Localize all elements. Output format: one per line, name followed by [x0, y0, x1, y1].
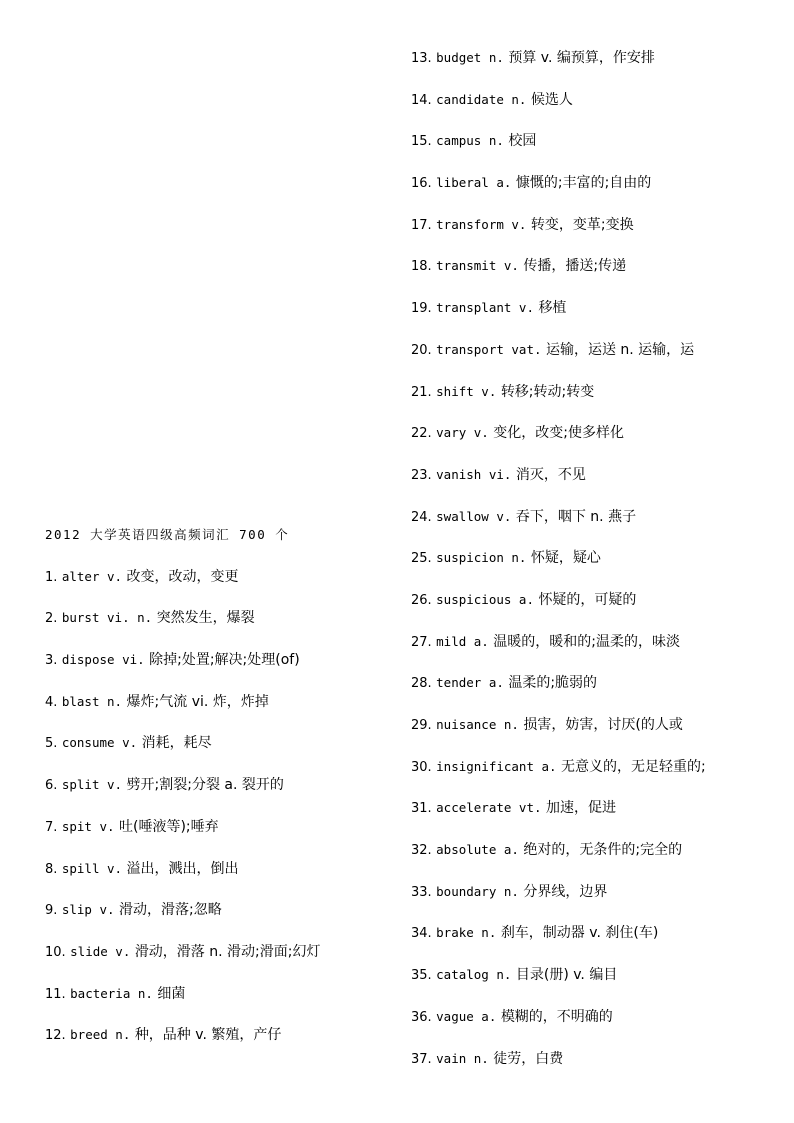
entry-number: 30. — [411, 759, 432, 775]
vocab-entry — [411, 629, 781, 671]
vocab-entry — [411, 920, 781, 962]
entry-word: catalog n. — [436, 967, 512, 983]
vocab-entry — [45, 897, 415, 939]
vocab-entry — [411, 253, 781, 295]
vocab-entry — [45, 814, 415, 856]
entry-word: spit v. — [61, 818, 115, 834]
right-vocabulary-list — [411, 45, 781, 1087]
document-title: 2012 大学英语四级高频词汇 700 个 — [45, 527, 290, 542]
entry-definition: 温暖的，暖和的;温柔的，味淡 — [493, 633, 680, 650]
entry-definition: 绝对的，无条件的;完全的 — [523, 842, 683, 859]
entry-number: 19. — [411, 301, 432, 317]
entry-word: spill v. — [61, 860, 123, 876]
entry-word: transform v. — [436, 216, 527, 232]
vocab-entry — [45, 981, 415, 1023]
vocab-entry — [411, 295, 781, 337]
entry-number: 33. — [411, 884, 432, 900]
entry-number: 31. — [411, 801, 432, 817]
vocab-entry — [411, 879, 781, 921]
entry-definition: 溢出，溅出，倒出 — [126, 860, 239, 877]
entry-definition: 怀疑的，可疑的 — [538, 591, 637, 608]
entry-word: consume v. — [61, 735, 138, 751]
entry-definition: 转变，变革;变换 — [530, 216, 634, 233]
vocab-entry — [411, 1046, 781, 1088]
entry-word: budget n. — [436, 50, 504, 65]
entry-definition: 徒劳，白费 — [493, 1050, 564, 1067]
entry-definition: 校园 — [508, 133, 537, 150]
entry-definition: 改变，改动，变更 — [126, 568, 239, 585]
vocab-entry — [45, 605, 415, 647]
entry-number: 6. — [45, 778, 58, 794]
entry-word: insignificant a. — [436, 758, 557, 774]
entry-number: 37. — [411, 1051, 432, 1067]
vocab-entry — [45, 564, 415, 606]
entry-word: vague a. — [436, 1008, 497, 1024]
entry-word: vanish vi. — [436, 466, 512, 482]
entry-definition: 爆炸;气流 vi. 炸，炸掉 — [126, 693, 269, 710]
vocab-entry — [45, 1022, 415, 1064]
vocab-entry — [411, 212, 781, 254]
entry-word: transplant v. — [436, 300, 534, 316]
entry-definition: 目录(册) v. 编目 — [515, 967, 618, 984]
entry-word: alter v. — [61, 568, 123, 584]
entry-definition: 无意义的，无足轻重的; — [561, 758, 706, 775]
vocab-entry — [411, 837, 781, 879]
entry-definition: 突然发生，爆裂 — [156, 610, 255, 627]
entry-definition: 预算 v. 编预算，作安排 — [508, 50, 655, 66]
entry-number: 32. — [411, 843, 432, 859]
entry-number: 8. — [45, 861, 58, 877]
entry-word: shift v. — [436, 383, 497, 399]
vocab-entry — [411, 504, 781, 546]
entry-number: 27. — [411, 634, 432, 650]
entry-definition: 消耗，耗尽 — [141, 735, 212, 752]
entry-word: liberal a. — [436, 175, 512, 191]
vocab-entry — [411, 1004, 781, 1046]
entry-word: blast n. — [61, 693, 123, 709]
vocab-entry — [411, 87, 781, 129]
entry-definition: 损害，妨害，讨厌(的人或 — [523, 717, 683, 733]
entry-number: 34. — [411, 926, 432, 942]
vocab-entry — [411, 420, 781, 462]
entry-definition: 除掉;处置;解决;处理(of) — [149, 652, 300, 669]
entry-number: 10. — [45, 944, 66, 960]
entry-definition: 怀疑，疑心 — [530, 550, 601, 567]
left-vocabulary-list — [45, 564, 415, 1064]
entry-number: 29. — [411, 718, 432, 733]
vocab-entry — [411, 670, 781, 712]
entry-definition: 种，品种 v. 繁殖，产仔 — [134, 1027, 282, 1044]
entry-definition: 候选人 — [530, 91, 573, 108]
entry-word: split v. — [61, 777, 123, 793]
entry-number: 4. — [45, 694, 58, 710]
vocab-entry — [411, 754, 781, 796]
entry-definition: 温柔的;脆弱的 — [508, 675, 598, 692]
entry-word: swallow v. — [436, 508, 512, 524]
entry-word: vary v. — [436, 425, 489, 441]
entry-number: 17. — [411, 217, 432, 233]
vocab-entry — [45, 856, 415, 898]
entry-number: 12. — [45, 1028, 66, 1044]
vocab-entry — [45, 647, 415, 689]
entry-definition: 加速，促进 — [545, 800, 616, 817]
entry-number: 36. — [411, 1009, 432, 1025]
entry-definition: 转移;转动;转变 — [500, 383, 595, 400]
entry-definition: 消灭，不见 — [515, 466, 586, 483]
entry-word: boundary n. — [436, 883, 519, 899]
entry-number: 5. — [45, 736, 58, 752]
entry-definition: 滑动，滑落;忽略 — [119, 902, 222, 919]
entry-word: campus n. — [436, 133, 504, 149]
vocab-entry — [411, 962, 781, 1004]
entry-number: 20. — [411, 342, 432, 358]
entry-definition: 滑动，滑落 n. 滑动;滑面;幻灯 — [134, 943, 321, 960]
entry-word: suspicious a. — [436, 591, 534, 607]
entry-word: slip v. — [61, 902, 115, 918]
vocab-entry — [411, 587, 781, 629]
entry-number: 15. — [411, 134, 432, 150]
vocab-entry — [45, 772, 415, 814]
vocab-entry — [45, 939, 415, 981]
vocab-entry — [411, 795, 781, 837]
entry-number: 14. — [411, 92, 432, 108]
entry-word: breed n. — [70, 1027, 131, 1043]
entry-word: slide v. — [70, 943, 131, 959]
entry-word: accelerate vt. — [436, 800, 542, 816]
entry-word: suspicion n. — [436, 550, 527, 566]
entry-definition: 运输，运送 n. 运输，运 — [545, 341, 695, 358]
vocab-entry — [411, 462, 781, 504]
entry-number: 28. — [411, 676, 432, 692]
entry-number: 13. — [411, 51, 432, 66]
entry-word: dispose vi. — [61, 652, 145, 668]
entry-number: 26. — [411, 592, 432, 608]
entry-number: 24. — [411, 509, 432, 525]
entry-word: nuisance n. — [436, 717, 519, 732]
entry-word: absolute a. — [436, 842, 519, 858]
vocab-entry — [411, 545, 781, 587]
entry-number: 23. — [411, 467, 432, 483]
entry-number: 16. — [411, 176, 432, 192]
vocab-entry — [411, 337, 781, 379]
entry-word: brake n. — [436, 925, 497, 941]
entry-definition: 变化，改变;使多样化 — [493, 425, 624, 442]
left-column — [45, 522, 415, 1064]
entry-number: 2. — [45, 611, 58, 627]
entry-number: 35. — [411, 968, 432, 984]
vocab-entry — [45, 689, 415, 731]
entry-word: transmit v. — [436, 258, 519, 274]
entry-definition: 模糊的，不明确的 — [500, 1008, 613, 1025]
entry-definition: 分界线，边界 — [523, 883, 608, 900]
entry-number: 9. — [45, 903, 58, 919]
vocab-entry — [411, 170, 781, 212]
entry-definition: 传播，播送;传递 — [523, 258, 627, 275]
vocab-entry — [411, 128, 781, 170]
entry-definition: 吐(唾液等);唾弃 — [119, 818, 219, 835]
entry-word: transport vat. — [436, 341, 542, 357]
entry-word: burst vi. n. — [61, 610, 153, 626]
entry-word: bacteria n. — [70, 985, 153, 1001]
entry-number: 21. — [411, 384, 432, 400]
right-column — [411, 45, 781, 1087]
entry-definition: 细菌 — [157, 985, 186, 1002]
entry-word: tender a. — [436, 675, 504, 691]
entry-definition: 慷慨的;丰富的;自由的 — [515, 175, 652, 192]
vocab-entry — [45, 730, 415, 772]
entry-definition: 吞下，咽下 n. 燕子 — [515, 508, 637, 525]
entry-number: 11. — [45, 986, 66, 1002]
entry-number: 22. — [411, 426, 432, 442]
entry-word: mild a. — [436, 633, 489, 649]
vocab-entry — [411, 712, 781, 754]
entry-definition: 劈开;割裂;分裂 a. 裂开的 — [126, 777, 284, 794]
vocab-entry — [411, 45, 781, 87]
entry-number: 25. — [411, 551, 432, 567]
vocab-entry — [411, 379, 781, 421]
entry-number: 18. — [411, 259, 432, 275]
entry-number: 7. — [45, 819, 58, 835]
entry-definition: 刹车，制动器 v. 刹住(车) — [500, 925, 659, 942]
entry-number: 1. — [45, 569, 58, 585]
entry-definition: 移植 — [538, 300, 567, 317]
entry-word: vain n. — [436, 1050, 489, 1066]
entry-number: 3. — [45, 653, 58, 669]
entry-word: candidate n. — [436, 91, 527, 107]
